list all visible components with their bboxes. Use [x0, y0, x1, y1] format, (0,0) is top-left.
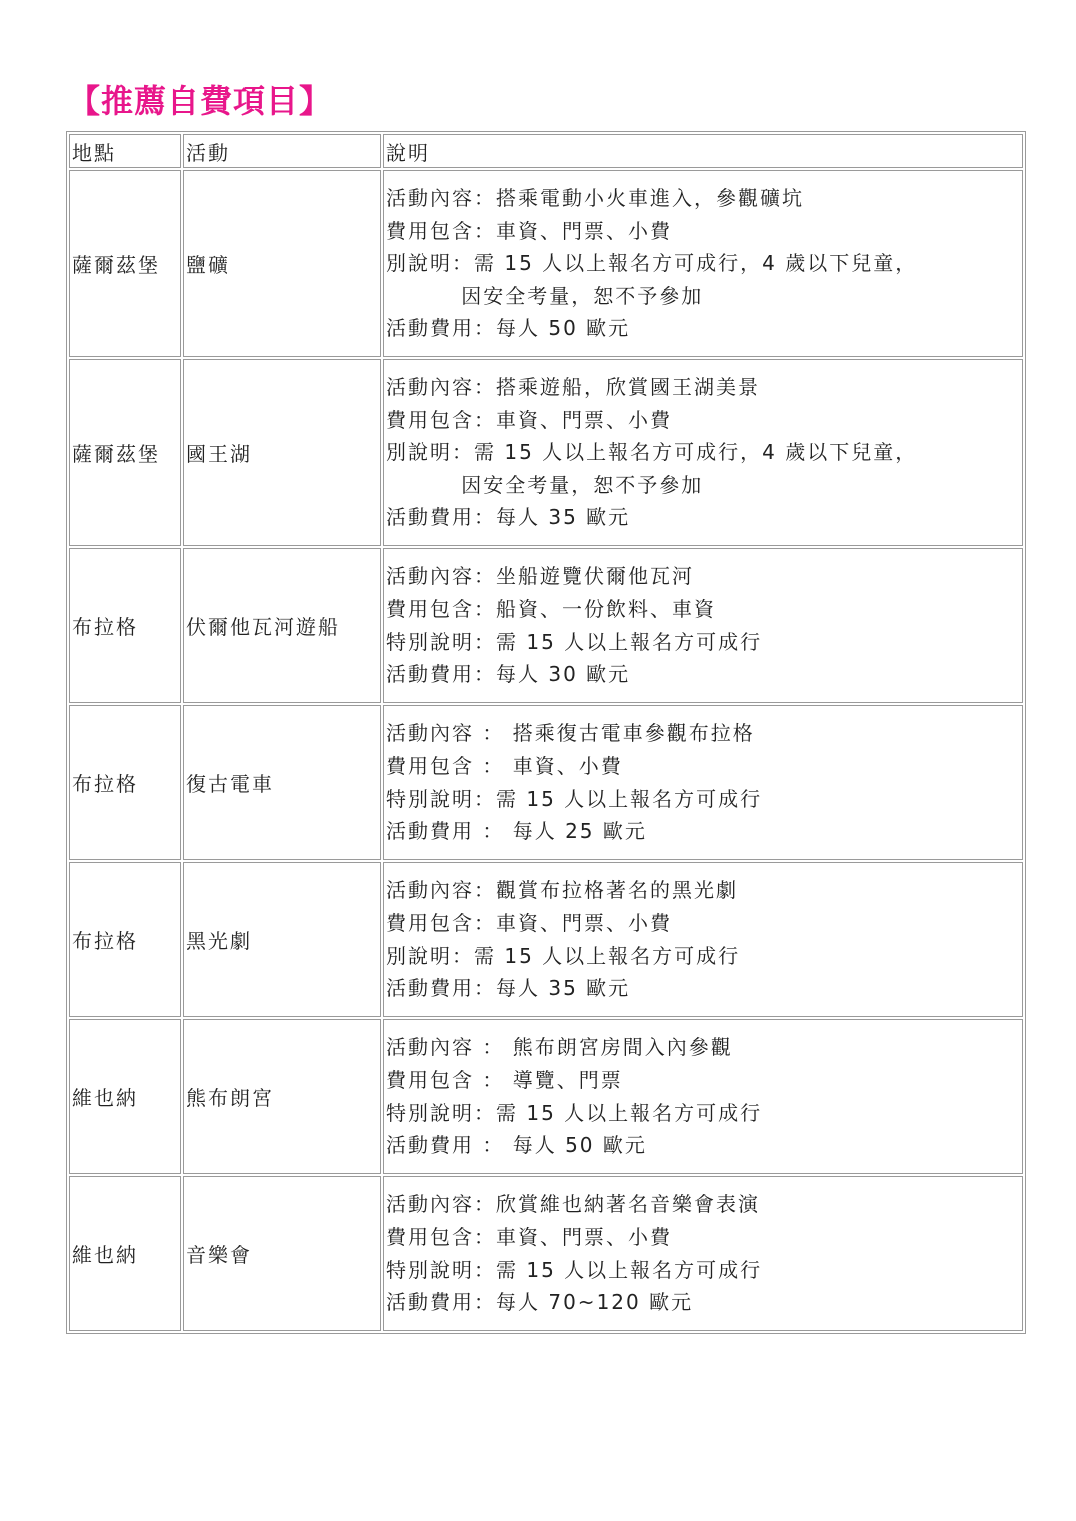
description-line: 活動費用：每人 30 歐元 [386, 662, 631, 687]
description-line: 費用包含 ： 車資、小費 [386, 753, 623, 778]
activity-cell: 音樂會 [183, 1176, 381, 1331]
place-cell: 維也納 [69, 1019, 181, 1174]
description-line: 特別說明：需 15 人以上報名方可成行 [386, 629, 763, 654]
table-row [69, 862, 1023, 1017]
page-title: 【推薦自費項目】 [68, 82, 333, 120]
description-cell [383, 862, 1023, 1017]
description-line: 活動內容：欣賞維也納著名音樂會表演 [386, 1192, 760, 1217]
activity-cell: 黑光劇 [183, 862, 381, 1017]
description-cell [383, 548, 1023, 703]
description-line: 活動內容 ： 熊布朗宮房間入內參觀 [386, 1035, 733, 1060]
table-row [69, 705, 1023, 860]
optional-tours-table [66, 131, 1026, 1334]
description-line: 活動內容：搭乘電動小火車進入，參觀礦坑 [386, 186, 804, 211]
description-line: 費用包含：車資、門票、小費 [386, 910, 672, 935]
description-line: 特別說明：需 15 人以上報名方可成行 [386, 1100, 763, 1125]
description-line: 費用包含：船資、一份飲料、車資 [386, 596, 716, 621]
description-line: 別說明：需 15 人以上報名方可成行，4 歲以下兒童， [386, 440, 918, 465]
description-line: 因安全考量，恕不予參加 [386, 472, 704, 497]
description-line: 活動費用 ： 每人 25 歐元 [386, 819, 647, 844]
description-cell [383, 1019, 1023, 1174]
description-line: 費用包含：車資、門票、小費 [386, 218, 672, 243]
table-row [69, 170, 1023, 357]
description-line: 因安全考量，恕不予參加 [386, 283, 704, 308]
description-cell [383, 1176, 1023, 1331]
description-cell [383, 705, 1023, 860]
table-row [69, 1019, 1023, 1174]
description-cell [383, 359, 1023, 546]
activity-cell: 伏爾他瓦河遊船 [183, 548, 381, 703]
activity-cell: 鹽礦 [183, 170, 381, 357]
place-cell: 布拉格 [69, 705, 181, 860]
table-header-row [69, 134, 1023, 168]
header-activity: 活動 [183, 134, 381, 168]
activity-cell: 復古電車 [183, 705, 381, 860]
header-description: 說明 [383, 134, 1023, 168]
description-line: 活動內容：搭乘遊船，欣賞國王湖美景 [386, 375, 760, 400]
description-line: 活動費用：每人 50 歐元 [386, 316, 631, 341]
description-line: 特別說明：需 15 人以上報名方可成行 [386, 786, 763, 811]
place-cell: 布拉格 [69, 548, 181, 703]
description-line: 別說明：需 15 人以上報名方可成行，4 歲以下兒童， [386, 251, 918, 276]
description-line: 別說明：需 15 人以上報名方可成行 [386, 943, 741, 968]
description-line: 費用包含：車資、門票、小費 [386, 1224, 672, 1249]
description-cell [383, 170, 1023, 357]
description-line: 費用包含 ： 導覽、門票 [386, 1067, 623, 1092]
header-place: 地點 [69, 134, 181, 168]
description-line: 活動費用：每人 35 歐元 [386, 505, 631, 530]
activity-cell: 熊布朗宮 [183, 1019, 381, 1174]
place-cell: 薩爾茲堡 [69, 359, 181, 546]
description-line: 活動內容：觀賞布拉格著名的黑光劇 [386, 878, 738, 903]
description-line: 費用包含：車資、門票、小費 [386, 407, 672, 432]
table-row [69, 548, 1023, 703]
description-line: 活動內容：坐船遊覽伏爾他瓦河 [386, 564, 694, 589]
description-line: 特別說明：需 15 人以上報名方可成行 [386, 1257, 763, 1282]
description-line: 活動費用：每人 35 歐元 [386, 976, 631, 1001]
place-cell: 薩爾茲堡 [69, 170, 181, 357]
activity-cell: 國王湖 [183, 359, 381, 546]
place-cell: 維也納 [69, 1176, 181, 1331]
table-row [69, 1176, 1023, 1331]
description-line: 活動內容 ： 搭乘復古電車參觀布拉格 [386, 721, 755, 746]
description-line: 活動費用：每人 70~120 歐元 [386, 1290, 694, 1315]
description-line: 活動費用 ： 每人 50 歐元 [386, 1133, 647, 1158]
table-row [69, 359, 1023, 546]
place-cell: 布拉格 [69, 862, 181, 1017]
